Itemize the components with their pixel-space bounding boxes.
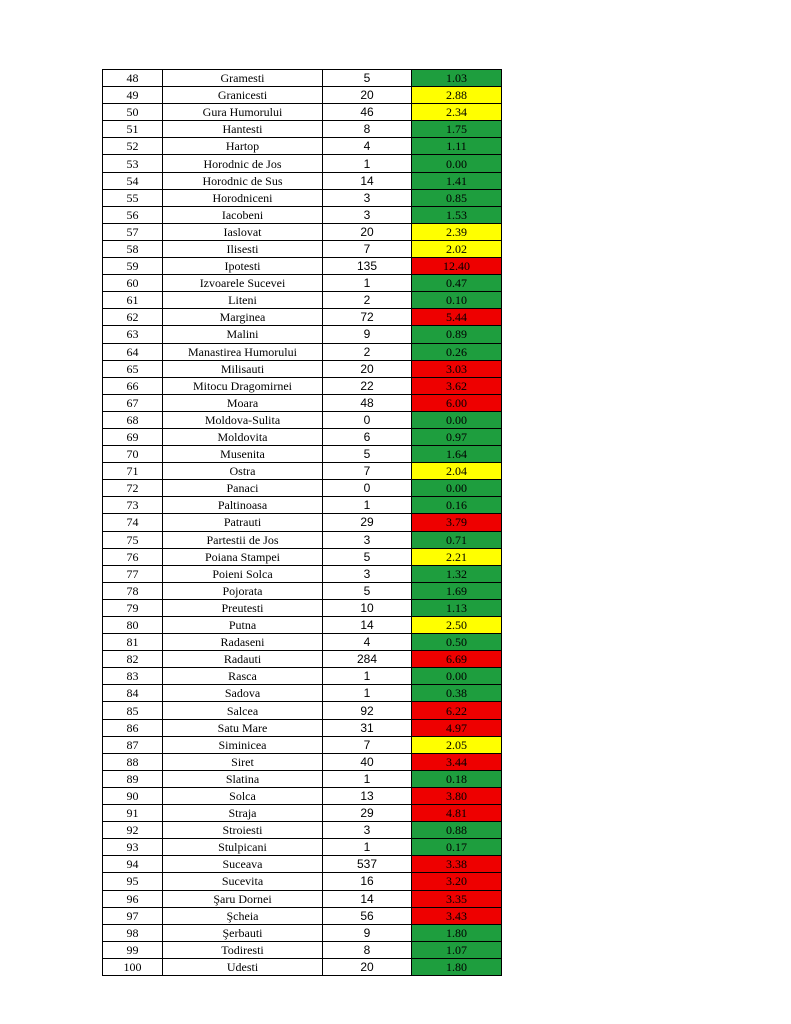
cell-rate: 3.03 [412,360,502,377]
cell-cases: 16 [323,873,412,890]
cell-rate: 1.75 [412,121,502,138]
table-row [103,240,502,257]
cell-locality: Gramesti [163,70,323,87]
cell-cases: 7 [323,463,412,480]
cell-nr: 90 [103,787,163,804]
cell-nr: 76 [103,548,163,565]
cell-rate: 3.80 [412,787,502,804]
cell-nr: 74 [103,514,163,531]
table-row [103,70,502,87]
cell-rate: 3.35 [412,890,502,907]
cell-cases: 31 [323,719,412,736]
table-row [103,599,502,616]
table-row [103,531,502,548]
table-row [103,873,502,890]
cell-cases: 46 [323,104,412,121]
cell-cases: 20 [323,87,412,104]
cell-locality: Paltinoasa [163,497,323,514]
cell-cases: 29 [323,805,412,822]
table-row [103,138,502,155]
cell-nr: 85 [103,702,163,719]
cell-cases: 72 [323,309,412,326]
cell-rate: 0.17 [412,839,502,856]
table-row [103,189,502,206]
cell-cases: 14 [323,617,412,634]
cell-cases: 29 [323,514,412,531]
cell-locality: Siminicea [163,736,323,753]
cell-rate: 6.00 [412,394,502,411]
cell-locality: Panaci [163,480,323,497]
cell-nr: 52 [103,138,163,155]
cell-cases: 1 [323,839,412,856]
cell-locality: Straja [163,805,323,822]
cell-cases: 48 [323,394,412,411]
cell-nr: 61 [103,292,163,309]
cell-rate: 3.44 [412,753,502,770]
table-row [103,958,502,975]
cell-locality: Moldova-Sulita [163,411,323,428]
cell-cases: 5 [323,446,412,463]
cell-rate: 0.85 [412,189,502,206]
cell-nr: 62 [103,309,163,326]
cell-nr: 67 [103,394,163,411]
cell-nr: 97 [103,907,163,924]
cell-locality: Poiana Stampei [163,548,323,565]
cell-cases: 1 [323,770,412,787]
cell-rate: 4.81 [412,805,502,822]
cell-rate: 2.21 [412,548,502,565]
table-row [103,565,502,582]
cell-rate: 12.40 [412,258,502,275]
cell-locality: Poieni Solca [163,565,323,582]
table-row [103,172,502,189]
cell-nr: 64 [103,343,163,360]
table-row [103,805,502,822]
cell-rate: 1.07 [412,941,502,958]
cell-locality: Partestii de Jos [163,531,323,548]
cell-cases: 92 [323,702,412,719]
cell-rate: 0.89 [412,326,502,343]
cell-cases: 5 [323,548,412,565]
cell-rate: 1.64 [412,446,502,463]
cell-rate: 1.11 [412,138,502,155]
cell-rate: 0.18 [412,770,502,787]
cell-nr: 78 [103,582,163,599]
table-row [103,155,502,172]
cell-nr: 63 [103,326,163,343]
cell-rate: 6.22 [412,702,502,719]
cell-locality: Patrauti [163,514,323,531]
cell-nr: 72 [103,480,163,497]
table-row [103,446,502,463]
cell-cases: 0 [323,411,412,428]
table-row [103,753,502,770]
cell-rate: 1.13 [412,599,502,616]
table-row [103,394,502,411]
cell-cases: 8 [323,941,412,958]
table-row [103,941,502,958]
cell-nr: 58 [103,240,163,257]
table-row [103,514,502,531]
cell-cases: 9 [323,326,412,343]
cell-rate: 6.69 [412,651,502,668]
cell-rate: 3.43 [412,907,502,924]
cell-cases: 56 [323,907,412,924]
cell-nr: 84 [103,685,163,702]
cell-rate: 0.97 [412,428,502,445]
data-table [102,69,502,976]
table-row [103,343,502,360]
cell-nr: 81 [103,634,163,651]
cell-rate: 2.05 [412,736,502,753]
cell-locality: Preutesti [163,599,323,616]
cell-rate: 2.39 [412,223,502,240]
table-row [103,856,502,873]
cell-cases: 135 [323,258,412,275]
cell-cases: 1 [323,275,412,292]
cell-rate: 1.32 [412,565,502,582]
cell-nr: 75 [103,531,163,548]
cell-rate: 0.50 [412,634,502,651]
cell-nr: 60 [103,275,163,292]
cell-locality: Putna [163,617,323,634]
cell-locality: Solca [163,787,323,804]
cell-locality: Horodnic de Sus [163,172,323,189]
cell-nr: 68 [103,411,163,428]
cell-rate: 3.20 [412,873,502,890]
cell-cases: 1 [323,497,412,514]
cell-locality: Manastirea Humorului [163,343,323,360]
cell-cases: 4 [323,138,412,155]
cell-cases: 284 [323,651,412,668]
cell-cases: 3 [323,531,412,548]
table-row [103,787,502,804]
cell-rate: 0.00 [412,411,502,428]
cell-rate: 3.79 [412,514,502,531]
cell-rate: 1.41 [412,172,502,189]
cell-rate: 0.00 [412,480,502,497]
cell-cases: 0 [323,480,412,497]
cell-rate: 0.00 [412,155,502,172]
table-row [103,104,502,121]
cell-cases: 9 [323,924,412,941]
cell-rate: 0.00 [412,668,502,685]
cell-rate: 0.38 [412,685,502,702]
cell-locality: Iacobeni [163,206,323,223]
table-row [103,582,502,599]
table-row [103,326,502,343]
cell-nr: 48 [103,70,163,87]
cell-nr: 94 [103,856,163,873]
table-row [103,924,502,941]
cell-cases: 20 [323,958,412,975]
cell-locality: Satu Mare [163,719,323,736]
cell-locality: Horodnic de Jos [163,155,323,172]
cell-nr: 77 [103,565,163,582]
table-row [103,719,502,736]
cell-locality: Moara [163,394,323,411]
table-row [103,890,502,907]
table-row [103,685,502,702]
cell-locality: Moldovita [163,428,323,445]
cell-locality: Slatina [163,770,323,787]
cell-cases: 1 [323,685,412,702]
cell-rate: 1.53 [412,206,502,223]
cell-rate: 2.04 [412,463,502,480]
cell-cases: 20 [323,360,412,377]
table-row [103,702,502,719]
cell-rate: 2.02 [412,240,502,257]
cell-cases: 20 [323,223,412,240]
cell-rate: 4.97 [412,719,502,736]
cell-locality: Mitocu Dragomirnei [163,377,323,394]
cell-locality: Şaru Dornei [163,890,323,907]
cell-rate: 1.80 [412,958,502,975]
cell-cases: 8 [323,121,412,138]
cell-cases: 14 [323,172,412,189]
cell-cases: 537 [323,856,412,873]
cell-rate: 1.69 [412,582,502,599]
cell-nr: 100 [103,958,163,975]
cell-nr: 88 [103,753,163,770]
cell-locality: Gura Humorului [163,104,323,121]
cell-rate: 0.71 [412,531,502,548]
cell-rate: 2.34 [412,104,502,121]
cell-cases: 4 [323,634,412,651]
cell-locality: Şcheia [163,907,323,924]
cell-cases: 22 [323,377,412,394]
cell-rate: 3.38 [412,856,502,873]
cell-nr: 82 [103,651,163,668]
cell-nr: 96 [103,890,163,907]
cell-locality: Liteni [163,292,323,309]
cell-locality: Milisauti [163,360,323,377]
cell-cases: 14 [323,890,412,907]
cell-cases: 2 [323,292,412,309]
cell-nr: 86 [103,719,163,736]
cell-nr: 99 [103,941,163,958]
cell-locality: Radauti [163,651,323,668]
cell-rate: 0.26 [412,343,502,360]
cell-locality: Hantesti [163,121,323,138]
table-row [103,428,502,445]
cell-nr: 51 [103,121,163,138]
cell-cases: 40 [323,753,412,770]
cell-nr: 70 [103,446,163,463]
table-row [103,360,502,377]
table-row [103,822,502,839]
cell-nr: 55 [103,189,163,206]
cell-rate: 0.16 [412,497,502,514]
table-row [103,411,502,428]
table-row [103,770,502,787]
table-row [103,548,502,565]
cell-nr: 73 [103,497,163,514]
cell-locality: Şerbauti [163,924,323,941]
cell-cases: 2 [323,343,412,360]
cell-locality: Sucevita [163,873,323,890]
cell-cases: 3 [323,822,412,839]
cell-rate: 0.10 [412,292,502,309]
cell-locality: Hartop [163,138,323,155]
cell-locality: Horodniceni [163,189,323,206]
cell-rate: 0.88 [412,822,502,839]
cell-rate: 5.44 [412,309,502,326]
table-row [103,292,502,309]
cell-nr: 50 [103,104,163,121]
table-row [103,617,502,634]
table-row [103,668,502,685]
cell-rate: 2.88 [412,87,502,104]
cell-cases: 1 [323,668,412,685]
table-row [103,651,502,668]
cell-locality: Ilisesti [163,240,323,257]
cell-locality: Suceava [163,856,323,873]
table-row [103,87,502,104]
cell-locality: Todiresti [163,941,323,958]
cell-locality: Udesti [163,958,323,975]
cell-nr: 87 [103,736,163,753]
cell-locality: Sadova [163,685,323,702]
cell-nr: 69 [103,428,163,445]
table-row [103,258,502,275]
cell-locality: Siret [163,753,323,770]
cell-nr: 49 [103,87,163,104]
cell-nr: 66 [103,377,163,394]
cell-locality: Malini [163,326,323,343]
cell-nr: 89 [103,770,163,787]
table-row [103,206,502,223]
cell-nr: 80 [103,617,163,634]
table-row [103,736,502,753]
cell-cases: 6 [323,428,412,445]
cell-locality: Izvoarele Sucevei [163,275,323,292]
cell-nr: 53 [103,155,163,172]
cell-cases: 3 [323,206,412,223]
cell-rate: 0.47 [412,275,502,292]
cell-locality: Marginea [163,309,323,326]
cell-nr: 59 [103,258,163,275]
cell-locality: Granicesti [163,87,323,104]
cell-cases: 3 [323,565,412,582]
cell-nr: 54 [103,172,163,189]
table-row [103,907,502,924]
cell-cases: 13 [323,787,412,804]
cell-locality: Rasca [163,668,323,685]
cell-rate: 2.50 [412,617,502,634]
cell-nr: 83 [103,668,163,685]
cell-rate: 3.62 [412,377,502,394]
cell-rate: 1.80 [412,924,502,941]
cell-cases: 5 [323,70,412,87]
cell-locality: Stulpicani [163,839,323,856]
cell-nr: 93 [103,839,163,856]
table-row [103,275,502,292]
cell-cases: 7 [323,736,412,753]
table-row [103,480,502,497]
cell-rate: 1.03 [412,70,502,87]
cell-cases: 7 [323,240,412,257]
cell-nr: 65 [103,360,163,377]
cell-locality: Ipotesti [163,258,323,275]
table-row [103,634,502,651]
cell-cases: 3 [323,189,412,206]
cell-nr: 79 [103,599,163,616]
table-row [103,121,502,138]
table-row [103,223,502,240]
cell-locality: Iaslovat [163,223,323,240]
cell-locality: Musenita [163,446,323,463]
table-row [103,463,502,480]
cell-nr: 98 [103,924,163,941]
table-row [103,839,502,856]
table-row [103,497,502,514]
table-row [103,377,502,394]
cell-locality: Radaseni [163,634,323,651]
cell-cases: 5 [323,582,412,599]
table-body [103,70,502,976]
cell-nr: 95 [103,873,163,890]
cell-locality: Pojorata [163,582,323,599]
cell-nr: 91 [103,805,163,822]
cell-locality: Salcea [163,702,323,719]
cell-cases: 10 [323,599,412,616]
table-row [103,309,502,326]
cell-locality: Stroiesti [163,822,323,839]
cell-nr: 92 [103,822,163,839]
cell-nr: 56 [103,206,163,223]
cell-locality: Ostra [163,463,323,480]
cell-nr: 57 [103,223,163,240]
cell-nr: 71 [103,463,163,480]
cell-cases: 1 [323,155,412,172]
